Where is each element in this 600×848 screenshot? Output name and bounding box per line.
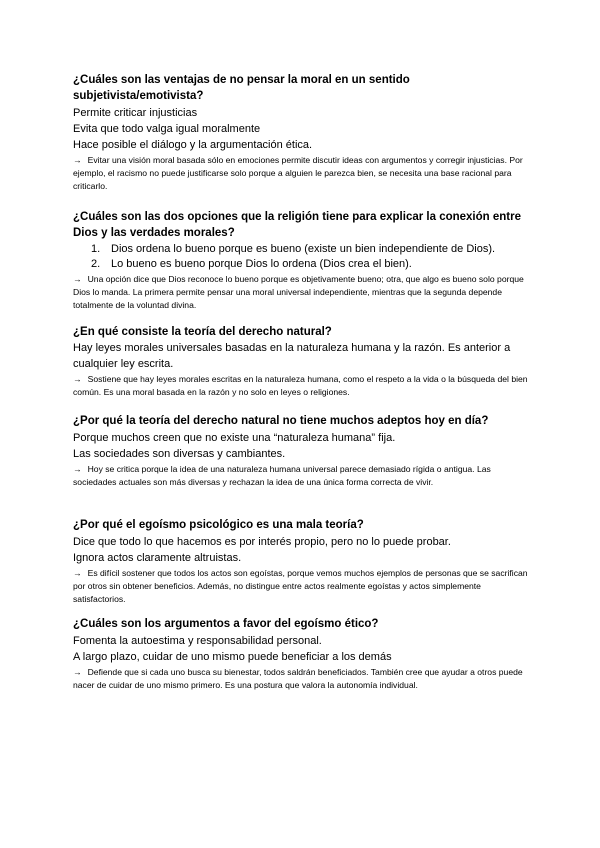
section-1 xyxy=(73,72,531,193)
explanation-text: Sostiene que hay leyes morales escritas en la naturaleza humana, como el respeto a la vida o la búsqueda del bien común. Es una moral basada en la razón y no solo en leyes o religiones. xyxy=(73,374,528,397)
explanation-note xyxy=(73,373,531,399)
section-2 xyxy=(73,209,531,312)
explanation-note xyxy=(73,666,531,692)
arrow-icon: → xyxy=(73,374,82,384)
arrow-icon: → xyxy=(73,568,82,578)
question-heading: ¿Cuáles son los argumentos a favor del egoísmo ético? xyxy=(73,618,379,630)
explanation-text: Evitar una visión moral basada sólo en emociones permite discutir ideas con argumentos y corregir injusticias. Por ejemplo, el racismo no puede justificarse solo porque a alguien le parezca bien, se necesita una base racional para criticarlo. xyxy=(73,155,523,191)
arrow-icon: → xyxy=(73,667,82,677)
answer-line: Fomenta la autoestima y responsabilidad personal. xyxy=(73,635,322,647)
explanation-text: Hoy se critica porque la idea de una naturaleza humana universal parece demasiado rígida o antigua. Las sociedades actuales son más diversas y rechazan la idea de una única forma correcta de vivir. xyxy=(73,464,491,487)
list-item-text: Lo bueno es bueno porque Dios lo ordena (Dios crea el bien). xyxy=(111,258,412,270)
explanation-text: Es difícil sostener que todos los actos son egoístas, porque vemos muchos ejemplos de personas que se sacrifican por otros sin obtener beneficios. Además, no distingue entre actos realmente egoístas y actos simplemente satisfactorios. xyxy=(73,568,528,604)
section-5 xyxy=(73,517,531,606)
answer-line: Hace posible el diálogo y la argumentación ética. xyxy=(73,139,313,151)
list-item-text: Dios ordena lo bueno porque es bueno (existe un bien independiente de Dios). xyxy=(111,243,496,255)
list-item xyxy=(73,257,531,272)
answer-line: Ignora actos claramente altruistas. xyxy=(73,552,242,564)
section-3 xyxy=(73,324,531,399)
explanation-note xyxy=(73,154,531,193)
explanation-text: Defiende que si cada uno busca su bienestar, todos saldrán beneficiados. También cree que ayudar a otros puede nacer de cuidar de uno mismo primero. Es una postura que valora la autonomía individual. xyxy=(73,667,523,690)
answer-line: Porque muchos creen que no existe una “naturaleza humana” fija. xyxy=(73,432,396,444)
explanation-note xyxy=(73,273,531,312)
answer-line: Hay leyes morales universales basadas en la naturaleza humana y la razón. Es anterior a cualquier ley escrita. xyxy=(73,342,511,370)
arrow-icon: → xyxy=(73,274,82,284)
list-item xyxy=(73,242,531,257)
question-heading: ¿En qué consiste la teoría del derecho natural? xyxy=(73,326,332,338)
numbered-list xyxy=(73,242,531,272)
explanation-note xyxy=(73,567,531,606)
list-item-number: 1. xyxy=(91,243,101,255)
question-heading: ¿Cuáles son las ventajas de no pensar la moral en un sentido subjetivista/emotivista? xyxy=(73,74,410,102)
section-6 xyxy=(73,616,531,692)
explanation-text: Una opción dice que Dios reconoce lo bueno porque es objetivamente bueno; otra, que algo es bueno solo porque Dios lo manda. La primera permite pensar una moral universal independiente, mientras que la segunda depende totalmente de la voluntad divina. xyxy=(73,274,524,310)
explanation-note xyxy=(73,463,531,489)
arrow-icon: → xyxy=(73,464,82,474)
answer-line: A largo plazo, cuidar de uno mismo puede beneficiar a los demás xyxy=(73,651,392,663)
list-item-number: 2. xyxy=(91,258,101,270)
answer-line: Permite criticar injusticias xyxy=(73,107,198,119)
section-4 xyxy=(73,413,531,489)
answer-line: Evita que todo valga igual moralmente xyxy=(73,123,261,135)
answer-line: Las sociedades son diversas y cambiantes. xyxy=(73,448,286,460)
question-heading: ¿Cuáles son las dos opciones que la religión tiene para explicar la conexión entre Dios y las verdades morales? xyxy=(73,211,521,239)
answer-line: Dice que todo lo que hacemos es por interés propio, pero no lo puede probar. xyxy=(73,536,451,548)
question-heading: ¿Por qué la teoría del derecho natural no tiene muchos adeptos hoy en día? xyxy=(73,415,489,427)
arrow-icon: → xyxy=(73,155,82,165)
question-heading: ¿Por qué el egoísmo psicológico es una mala teoría? xyxy=(73,519,364,531)
